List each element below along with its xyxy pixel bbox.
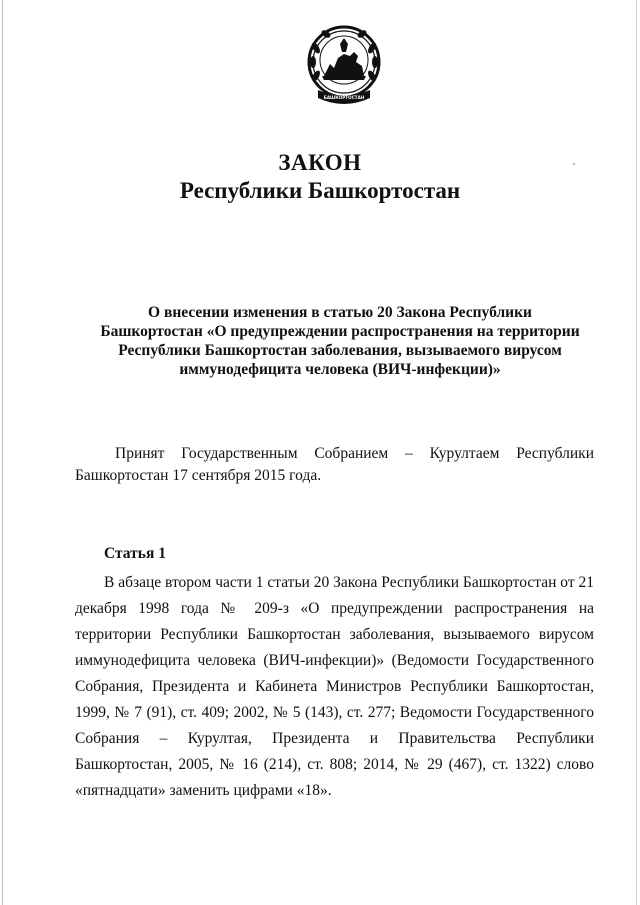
heading-line: Республики Башкортостан заболевания, вызываемого вирусом [118,342,562,359]
adoption-statement: Принят Государственным Собранием – Курултаем Республики Башкортостан 17 сентября 2015 года. [75,445,594,484]
law-heading [80,303,600,379]
coat-of-arms-emblem [304,18,384,114]
article-title: Статья 1 [104,545,166,562]
document-subtitle: Республики Башкортостан [179,178,461,203]
heading-line: О внесении изменения в статью 20 Закона Республики [148,304,532,321]
emblem-ribbon-text: БАШКОРТОСТАН [323,95,365,100]
heading-line: иммунодефицита человека (ВИЧ-инфекции)» [179,361,501,378]
document-title: ЗАКОН [278,150,362,175]
article-body: В абзаце втором части 1 статьи 20 Закона Республики Башкортостан от 21 декабря 1998 года № 209-з «О предупреждении распространения на территории Республики Башкортостан заболевания, вызываемого вирусом иммунодефицита человека (ВИЧ-инфекции)» (Ведомости Государственного Собрания, Президента и Кабинета Министров Республики Башкортостан, 1999, № 7 (91), ст. 409; 2002, № 5 (143), ст. 277; Ведомости Государственного Собрания – Курултая, Президента и Правительства Республики Башкортостан, 2005, № 16 (214), ст. 808; 2014, № 29 (467), ст. 1322) слово «пятнадцати» заменить цифрами «18». [75,574,594,799]
page-edge-right [636,0,637,905]
page-edge-left [2,0,3,905]
heading-line: Башкортостан «О предупреждении распространения на территории [100,323,580,340]
